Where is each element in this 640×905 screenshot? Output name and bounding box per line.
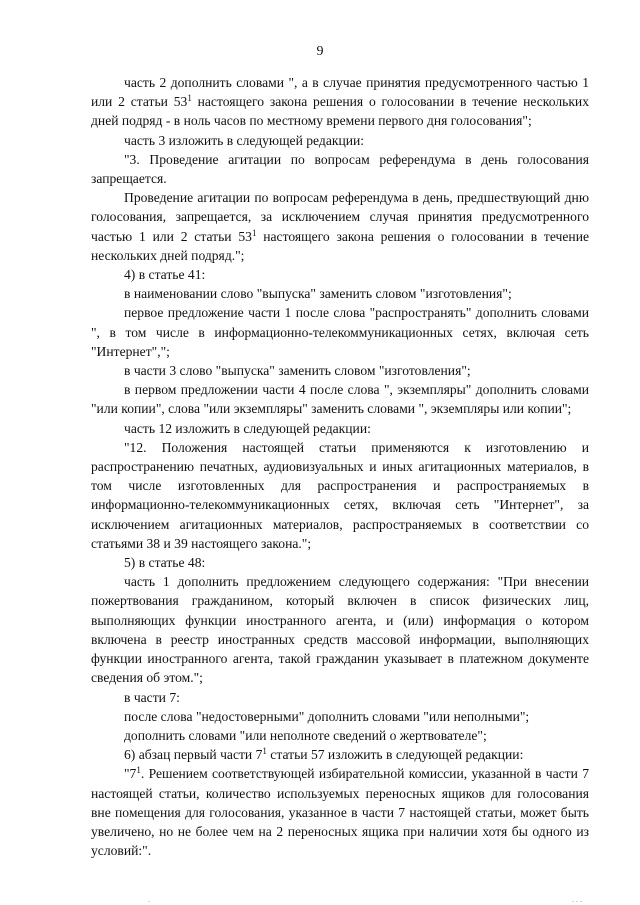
paragraph-p10 <box>91 419 589 438</box>
paragraph-p17 <box>91 745 589 764</box>
text-run: в первом предложении части 4 после слова ", экземпляры" дополнить словами "или копии", слова "или экземпляры" заменить словами ", экземпляры или копии"; <box>91 382 589 417</box>
paragraph-p12 <box>91 553 589 572</box>
superscript: 1 <box>136 765 141 776</box>
text-run: в части 7: <box>124 689 180 705</box>
paragraph-p16 <box>91 726 589 745</box>
paragraph-p14 <box>91 688 589 707</box>
text-run: "3. Проведение агитации по вопросам референдума в день голосования запрещается. <box>91 151 589 187</box>
text-run: после слова "недостоверными" дополнить словами "или неполными"; <box>124 708 530 724</box>
text-run: статьи 57 изложить в следующей редакции: <box>266 747 524 763</box>
paragraph-p3 <box>91 150 589 188</box>
text-run: 6) абзац первый части 7 <box>124 747 263 763</box>
paragraph-p4 <box>91 188 589 265</box>
superscript: 1 <box>187 93 192 104</box>
paragraph-p8 <box>91 361 589 380</box>
text-run: дополнить словами "или неполноте сведений о жертвователе"; <box>124 727 487 743</box>
superscript: 1 <box>262 746 267 757</box>
text-run: часть 3 изложить в следующей редакции: <box>124 132 365 148</box>
paragraph-p2 <box>91 131 589 150</box>
paragraph-p13 <box>91 572 589 687</box>
paragraph-p18 <box>91 764 589 860</box>
scan-mark-right: . . . <box>572 895 582 904</box>
text-run: настоящего закона решения о голосовании в течение нескольких дней подряд."; <box>91 228 589 263</box>
paragraph-p6 <box>91 284 589 303</box>
page-number: 9 <box>316 44 324 59</box>
superscript: 1 <box>251 227 257 238</box>
paragraph-p11 <box>91 438 589 553</box>
text-run: Проведение агитации по вопросам референдума в день, предшествующий дню голосования, запрещается, за исключением случая принятия предусмотренного частью 1 или 2 статьи 53 <box>91 190 589 244</box>
text-run: "7 <box>124 766 137 782</box>
paragraph-p15 <box>91 707 589 726</box>
text-run: часть 2 дополнить словами ", а в случае принятия предусмотренного частью 1 или 2 статьи 53 <box>91 75 589 110</box>
text-run: 4) в статье 41: <box>124 267 206 283</box>
text-run: в части 3 слово "выпуска" заменить словом "изготовления"; <box>124 363 471 379</box>
text-run: "12. Положения настоящей статьи применяются к изготовлению и распространению печатных, аудиовизуальных и иных агитационных материалов, в том числе изготовленных для распространения и распространяемых в информационно-телекоммуникационных сетях, включая сеть "Интернет", за исключением агитационных материалов, распространяемых в соответствии со статьями 38 и 39 настоящего закона."; <box>91 439 589 551</box>
paragraph-p9 <box>91 380 589 418</box>
paragraph-p5 <box>91 265 589 284</box>
paragraph-p7 <box>91 303 589 361</box>
scan-mark-left: . <box>148 895 150 904</box>
text-run: настоящего закона решения о голосовании в течение нескольких дней подряд - в ноль часов по местному времени первого дня голосования"; <box>91 94 589 129</box>
text-run: в наименовании слово "выпуска" заменить словом "изготовления"; <box>124 286 512 302</box>
text-run: 5) в статье 48: <box>124 555 206 571</box>
text-run: . Решением соответствующей избирательной комиссии, указанной в части 7 настоящей статьи, количество используемых переносных ящиков для голосования вне помещения для голосования, указанное в части 7 настоящей статьи, может быть увеличено, но не более чем на 2 переносных ящика при наличии хотя бы одного из условий:". <box>91 766 589 859</box>
text-run: часть 1 дополнить предложением следующего содержания: "При внесении пожертвования гражданином, который включен в список физических лиц, выполняющих функции иностранного агента, и (или) информация о котором включена в реестр иностранных средств массовой информации, выполняющих функции иностранного агента, такой гражданин указывает в платежном документе сведения об этом."; <box>91 574 589 686</box>
text-run: первое предложение части 1 после слова "распространять" дополнить словами ", в том числе в информационно-телекоммуникационных сетях, включая сеть "Интернет","; <box>91 305 589 359</box>
document-body <box>91 73 589 860</box>
paragraph-p1 <box>91 73 589 131</box>
text-run: часть 12 изложить в следующей редакции: <box>124 420 371 436</box>
